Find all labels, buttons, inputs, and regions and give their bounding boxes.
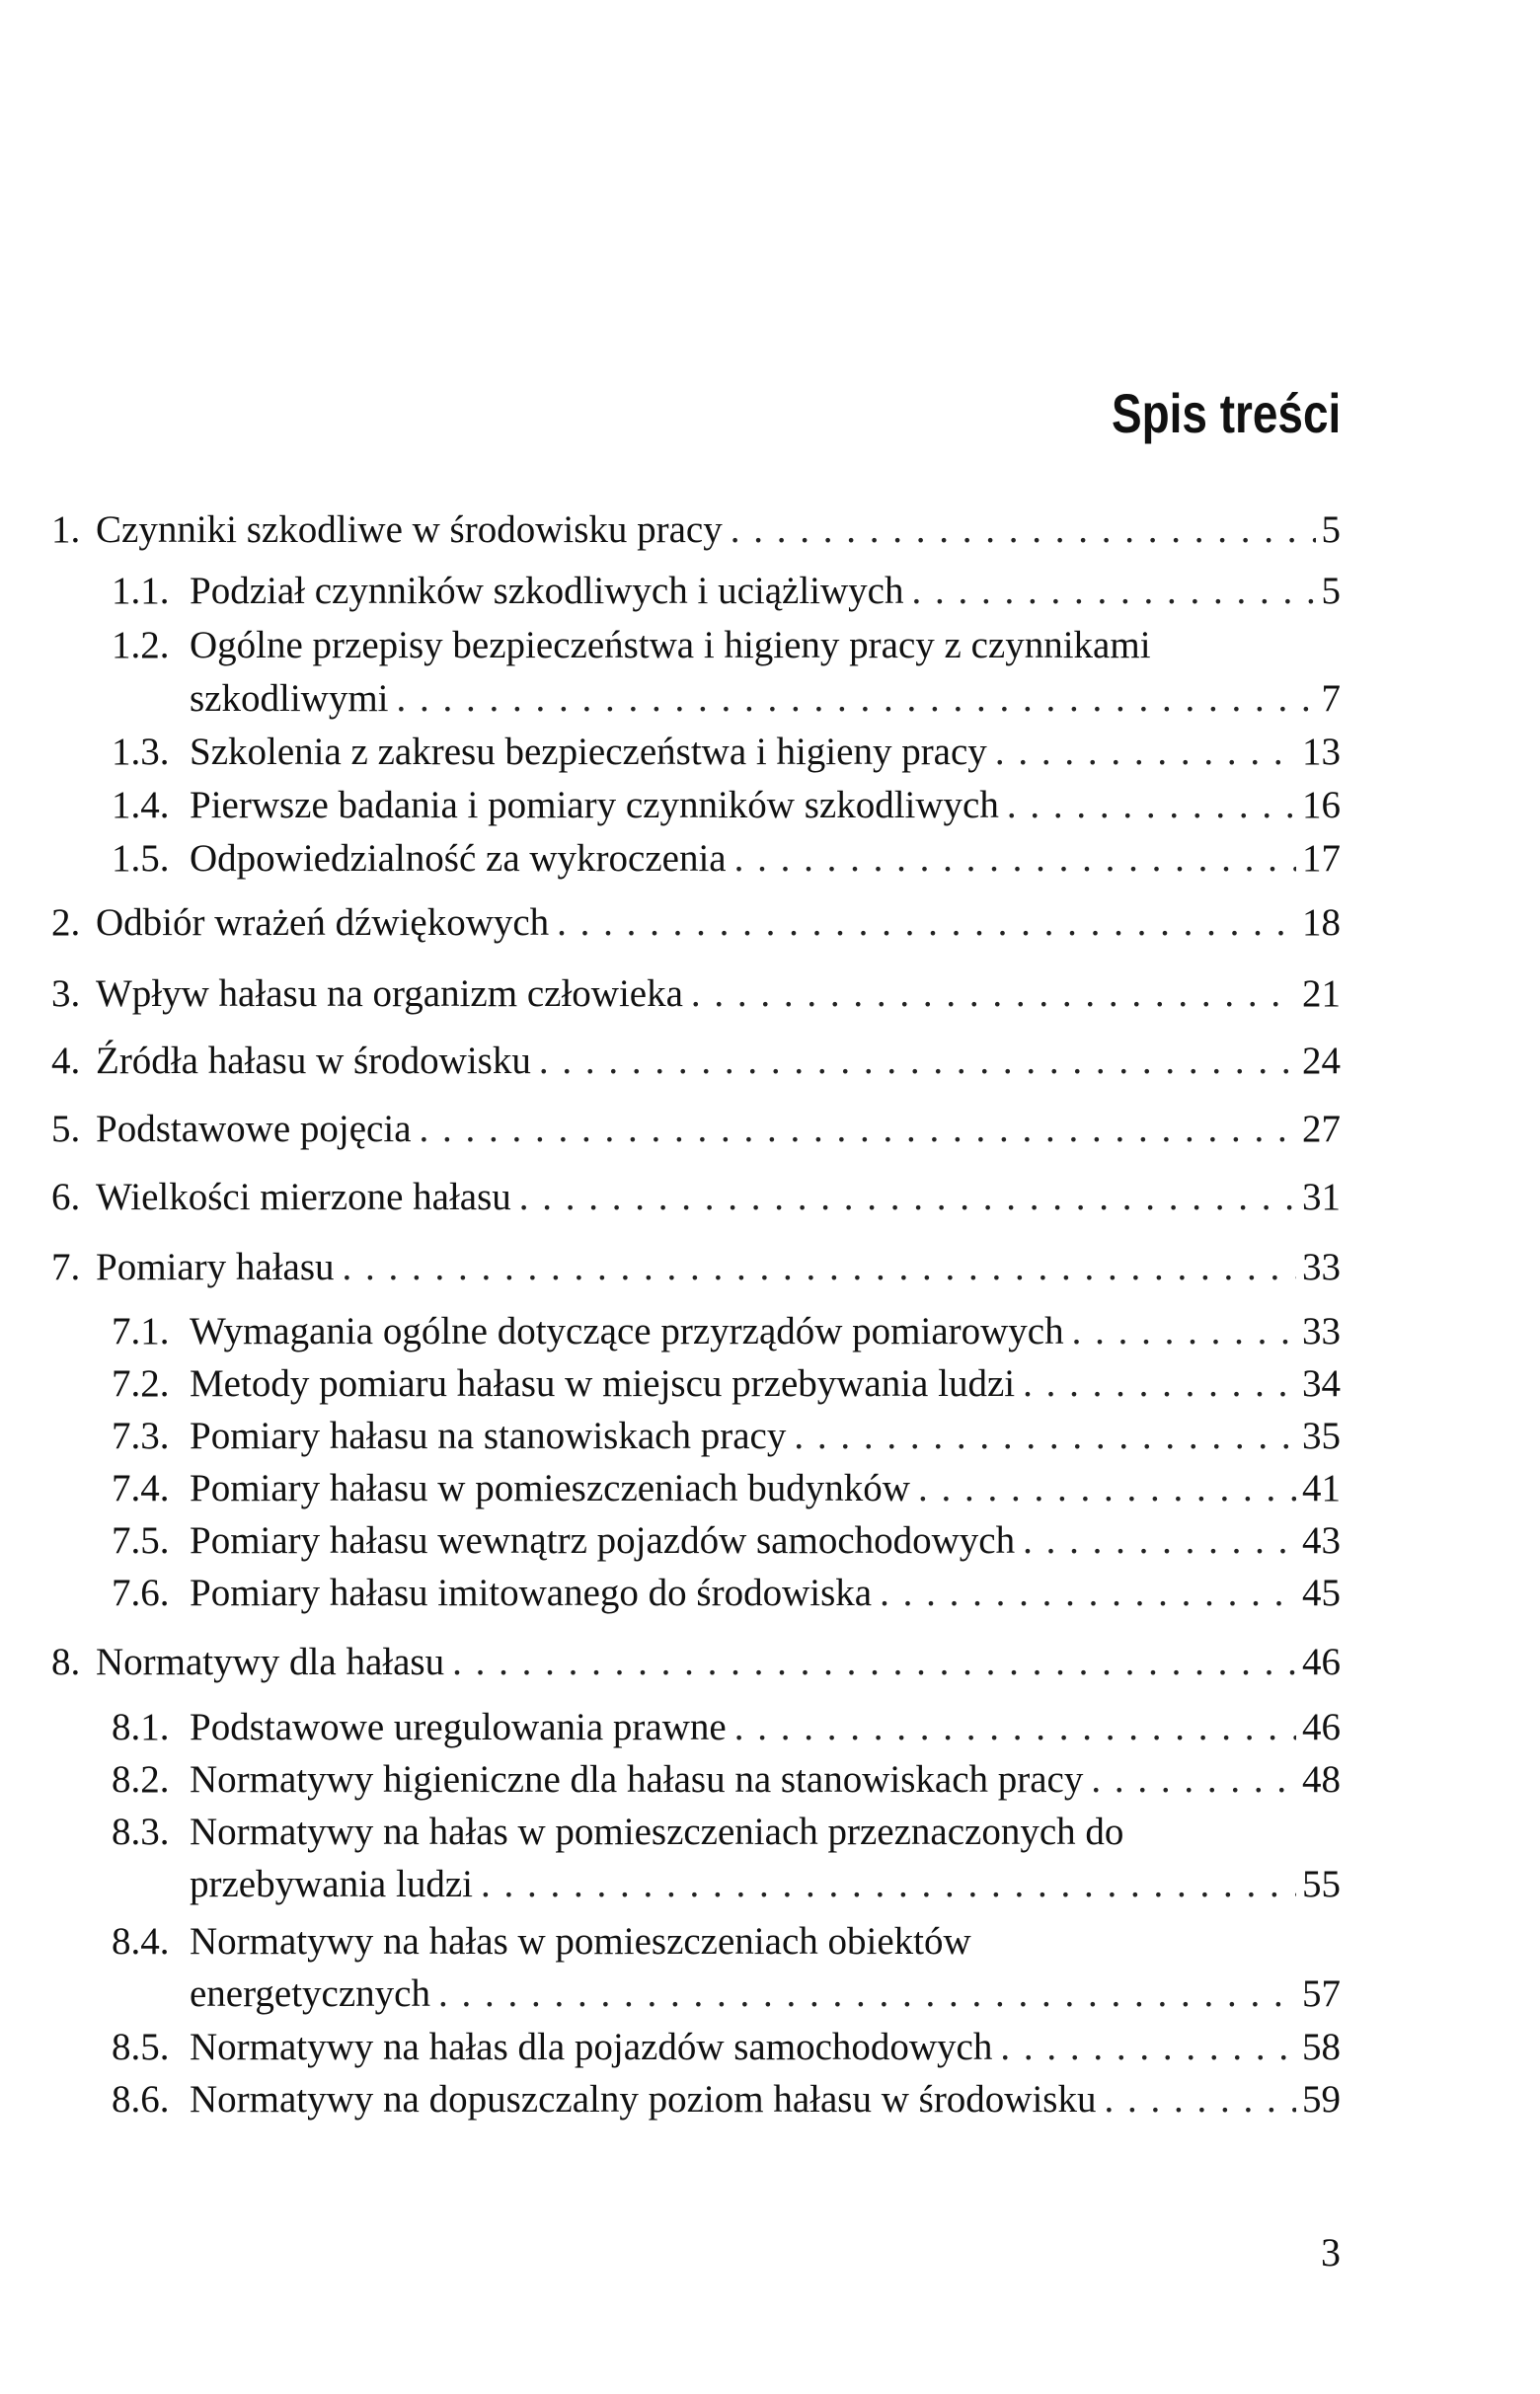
- leader-dots: [539, 1038, 1296, 1085]
- toc-entry-page: 48: [1302, 1758, 1341, 1801]
- toc-entry-number: 8.4.: [112, 1920, 170, 1963]
- leader-dots: [734, 1704, 1296, 1751]
- toc-entry-number: 7.: [51, 1246, 81, 1288]
- toc-entry-1-3[interactable]: [0, 729, 1540, 776]
- leader-dots: [1023, 1517, 1296, 1565]
- toc-entry-number: 8.5.: [112, 2026, 170, 2068]
- toc-entry-page: 17: [1302, 837, 1341, 880]
- toc-entry-7-1[interactable]: [0, 1308, 1540, 1355]
- leader-dots: [1072, 1308, 1296, 1355]
- leader-dots: [343, 1244, 1296, 1291]
- toc-entry-title: Wymagania ogólne dotyczące przyrządów pomiarowych: [190, 1310, 1064, 1352]
- toc-entry-1[interactable]: [0, 506, 1540, 554]
- toc-entry-title: energetycznych: [190, 1972, 430, 2015]
- toc-entry-number: 1.5.: [112, 837, 170, 880]
- leader-dots: [438, 1970, 1296, 2018]
- toc-entry-title: Normatywy dla hałasu: [96, 1641, 445, 1683]
- toc-entry-5[interactable]: [0, 1106, 1540, 1153]
- toc-entry-number: 5.: [51, 1108, 81, 1150]
- leader-dots: [1104, 2076, 1296, 2124]
- toc-entry-page: 55: [1302, 1863, 1341, 1905]
- toc-entry-number: 4.: [51, 1040, 81, 1082]
- toc-entry-8-2[interactable]: [0, 1756, 1540, 1804]
- toc-entry-7-3[interactable]: [0, 1413, 1540, 1460]
- toc-entry-title: Odpowiedzialność za wykroczenia: [190, 837, 727, 880]
- toc-entry-title: Pomiary hałasu: [96, 1246, 335, 1288]
- toc-entry-8[interactable]: [0, 1639, 1540, 1686]
- toc-entry-page: 34: [1302, 1362, 1341, 1405]
- leader-dots: [452, 1639, 1296, 1686]
- toc-entry-1-1[interactable]: [0, 568, 1540, 615]
- toc-entry-page: 41: [1302, 1467, 1341, 1509]
- leader-dots: [731, 506, 1316, 554]
- toc-entry-title-line1: Normatywy na hałas w pomieszczeniach przeznaczonych do: [190, 1811, 1124, 1853]
- toc-entry-title: Pomiary hałasu imitowanego do środowiska: [190, 1572, 873, 1614]
- toc-entry-page: 46: [1302, 1641, 1341, 1683]
- toc-entry-title: Szkolenia z zakresu bezpieczeństwa i higieny pracy: [190, 731, 987, 773]
- toc-entry-number: 7.4.: [112, 1467, 170, 1509]
- toc-entry-1-2-cont[interactable]: [0, 675, 1540, 723]
- leader-dots: [1091, 1756, 1296, 1804]
- toc-entry-7-6[interactable]: [0, 1570, 1540, 1617]
- leader-dots: [481, 1861, 1296, 1908]
- toc-entry-page: 27: [1302, 1108, 1341, 1150]
- leader-dots: [794, 1413, 1296, 1460]
- toc-entry-8-4[interactable]: [0, 1918, 1540, 1966]
- toc-entry-title-line1: Normatywy na hałas w pomieszczeniach obiektów: [190, 1920, 971, 1963]
- toc-entry-number: 7.6.: [112, 1572, 170, 1614]
- toc-entry-title: Wpływ hałasu na organizm człowieka: [96, 972, 683, 1015]
- toc-entry-number: 7.2.: [112, 1362, 170, 1405]
- toc-entry-number: 1.1.: [112, 570, 170, 612]
- toc-entry-8-4-cont[interactable]: [0, 1970, 1540, 2018]
- toc-entry-1-4[interactable]: [0, 782, 1540, 829]
- toc-entry-title: Pierwsze badania i pomiary czynników szkodliwych: [190, 784, 999, 826]
- toc-entry-title: Normatywy na dopuszczalny poziom hałasu w środowisku: [190, 2078, 1097, 2121]
- toc-entry-page: 13: [1302, 731, 1341, 773]
- toc-entry-number: 8.3.: [112, 1811, 170, 1853]
- toc-entry-title: Wielkości mierzone hałasu: [96, 1176, 511, 1218]
- toc-entry-3[interactable]: [0, 970, 1540, 1018]
- toc-entry-number: 7.5.: [112, 1519, 170, 1562]
- toc-entry-title: Podstawowe uregulowania prawne: [190, 1706, 727, 1748]
- toc-entry-title: Metody pomiaru hałasu w miejscu przebywania ludzi: [190, 1362, 1016, 1405]
- leader-dots: [1023, 1360, 1296, 1408]
- toc-entry-page: 59: [1302, 2078, 1341, 2121]
- toc-entry-title: Pomiary hałasu wewnątrz pojazdów samochodowych: [190, 1519, 1016, 1562]
- toc-entry-6[interactable]: [0, 1174, 1540, 1221]
- leader-dots: [918, 1465, 1296, 1512]
- toc-entry-title: Normatywy higieniczne dla hałasu na stanowiskach pracy: [190, 1758, 1084, 1801]
- toc-entry-title-line1: Ogólne przepisy bezpieczeństwa i higieny pracy z czynnikami: [190, 624, 1151, 666]
- leader-dots: [557, 899, 1296, 947]
- toc-entry-page: 21: [1302, 972, 1341, 1015]
- toc-entry-7-5[interactable]: [0, 1517, 1540, 1565]
- toc-entry-8-5[interactable]: [0, 2024, 1540, 2071]
- toc-entry-number: 8.6.: [112, 2078, 170, 2121]
- page-number: 3: [1321, 2230, 1341, 2275]
- toc-entry-page: 58: [1302, 2026, 1341, 2068]
- toc-entry-page: 5: [1321, 508, 1341, 551]
- leader-dots: [1000, 2024, 1296, 2071]
- toc-entry-number: 7.1.: [112, 1310, 170, 1352]
- toc-entry-8-1[interactable]: [0, 1704, 1540, 1751]
- toc-entry-title: Czynniki szkodliwe w środowisku pracy: [96, 508, 723, 551]
- toc-entry-8-3-cont[interactable]: [0, 1861, 1540, 1908]
- toc-entry-page: 16: [1302, 784, 1341, 826]
- toc-entry-number: 8.1.: [112, 1706, 170, 1748]
- toc-entry-page: 43: [1302, 1519, 1341, 1562]
- toc-entry-title: Normatywy na hałas dla pojazdów samochodowych: [190, 2026, 993, 2068]
- toc-entry-number: 1.4.: [112, 784, 170, 826]
- toc-entry-number: 8.: [51, 1641, 81, 1683]
- toc-entry-page: 35: [1302, 1415, 1341, 1457]
- toc-entry-page: 57: [1302, 1972, 1341, 2015]
- toc-entry-page: 46: [1302, 1706, 1341, 1748]
- toc-entry-8-6[interactable]: [0, 2076, 1540, 2124]
- toc-entry-number: 1.: [51, 508, 81, 551]
- toc-entry-number: 1.2.: [112, 624, 170, 666]
- toc-entry-page: 31: [1302, 1176, 1341, 1218]
- toc-entry-title: Pomiary hałasu na stanowiskach pracy: [190, 1415, 787, 1457]
- toc-entry-number: 8.2.: [112, 1758, 170, 1801]
- toc-entry-title: Odbiór wrażeń dźwiękowych: [96, 901, 550, 944]
- leader-dots: [397, 675, 1316, 723]
- toc-entry-page: 5: [1321, 570, 1341, 612]
- toc-entry-title: Podstawowe pojęcia: [96, 1108, 412, 1150]
- toc-entry-8-3[interactable]: [0, 1809, 1540, 1856]
- toc-entry-number: 6.: [51, 1176, 81, 1218]
- toc-entry-title: przebywania ludzi: [190, 1863, 473, 1905]
- toc-entry-title: szkodliwymi: [190, 677, 389, 720]
- toc-entry-page: 33: [1302, 1310, 1341, 1352]
- toc-entry-7[interactable]: [0, 1244, 1540, 1291]
- leader-dots: [1007, 782, 1296, 829]
- toc-entry-page: 24: [1302, 1040, 1341, 1082]
- leader-dots: [880, 1570, 1296, 1617]
- toc-entry-number: 3.: [51, 972, 81, 1015]
- toc-entry-4[interactable]: [0, 1038, 1540, 1085]
- toc-entry-page: 33: [1302, 1246, 1341, 1288]
- toc-entry-1-2[interactable]: [0, 622, 1540, 669]
- toc-entry-title: Pomiary hałasu w pomieszczeniach budynków: [190, 1467, 910, 1509]
- toc-entry-page: 18: [1302, 901, 1341, 944]
- toc-entry-number: 1.3.: [112, 731, 170, 773]
- toc-entry-1-5[interactable]: [0, 835, 1540, 883]
- page-title: Spis treści: [1111, 382, 1341, 444]
- toc-entry-page: 45: [1302, 1572, 1341, 1614]
- leader-dots: [734, 835, 1296, 883]
- leader-dots: [911, 568, 1315, 615]
- leader-dots: [995, 729, 1296, 776]
- toc-entry-title: Źródła hałasu w środowisku: [96, 1040, 531, 1082]
- toc-entry-7-2[interactable]: [0, 1360, 1540, 1408]
- toc-entry-number: 2.: [51, 901, 81, 944]
- leader-dots: [420, 1106, 1296, 1153]
- toc-entry-number: 7.3.: [112, 1415, 170, 1457]
- leader-dots: [691, 970, 1296, 1018]
- toc-entry-7-4[interactable]: [0, 1465, 1540, 1512]
- toc-entry-title: Podział czynników szkodliwych i uciążliwych: [190, 570, 904, 612]
- leader-dots: [519, 1174, 1296, 1221]
- toc-entry-page: 7: [1321, 677, 1341, 720]
- toc-entry-2[interactable]: [0, 899, 1540, 947]
